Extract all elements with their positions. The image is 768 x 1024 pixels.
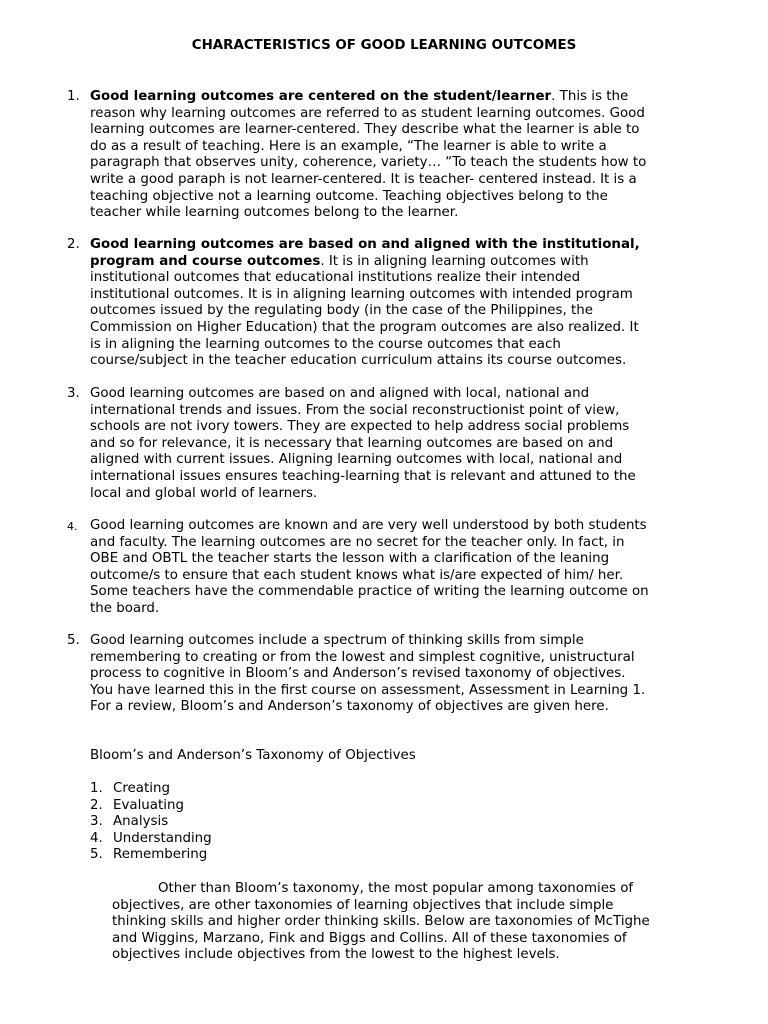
item-text-line: teacher while learning outcomes belong to the learner. bbox=[90, 205, 459, 221]
item-text-line: international issues ensures teaching-learning that is relevant and attuned to the bbox=[90, 468, 636, 484]
item-text-line: Commission on Higher Education) that the program outcomes are also realized. It bbox=[90, 319, 639, 335]
closing-line: objectives include objectives from the lowest to the highest levels. bbox=[112, 947, 560, 963]
item-text-line: reason why learning outcomes are referred to as student learning outcomes. Good bbox=[90, 105, 645, 121]
item-text-line: outcome/s to ensure that each student knows what is/are expected of him/ her. bbox=[90, 567, 624, 583]
taxonomy-number: 4. bbox=[90, 830, 103, 846]
item-text-line: Good learning outcomes are known and are very well understood by both students bbox=[90, 518, 647, 533]
item-text-line: Good learning outcomes include a spectrum of thinking skills from simple bbox=[90, 633, 584, 648]
item-bold-lead: Good learning outcomes are based on and aligned with the institutional, bbox=[90, 237, 640, 252]
taxonomy-item bbox=[90, 798, 212, 815]
taxonomy-item bbox=[90, 781, 212, 798]
taxonomy-number: 2. bbox=[90, 797, 103, 813]
list-item-2 bbox=[0, 237, 768, 370]
item-text-line: international trends and issues. From the social reconstructionist point of view, bbox=[90, 402, 620, 418]
taxonomy-label: Analysis bbox=[113, 814, 169, 830]
item-text-line: schools are not ivory towers. They are expected to help address social problems bbox=[90, 419, 630, 435]
taxonomy-number: 5. bbox=[90, 847, 103, 863]
closing-line: objectives, are other taxonomies of learning objectives that include simple bbox=[112, 897, 614, 913]
item-text-line: . It is in aligning learning outcomes with bbox=[320, 253, 589, 269]
list-number: 1. bbox=[67, 89, 80, 104]
document-title: CHARACTERISTICS OF GOOD LEARNING OUTCOMES bbox=[191, 38, 577, 53]
item-text-line: paragraph that observes unity, coherence, variety… “To teach the students how to bbox=[90, 155, 647, 171]
item-text-line: institutional outcomes. It is in aligning learning outcomes with intended program bbox=[90, 286, 633, 302]
item-text-line: aligned with current issues. Aligning learning outcomes with local, national and bbox=[90, 452, 623, 468]
list-number: 4. bbox=[67, 520, 78, 533]
list-item-4 bbox=[0, 518, 768, 618]
item-text-line: write a good paraph is not learner-centered. It is teacher- centered instead. It is a bbox=[90, 171, 637, 187]
item-bold-lead: program and course outcomes bbox=[90, 253, 321, 269]
item-text-line: remembering to creating or from the lowest and simplest cognitive, unistructural bbox=[90, 649, 635, 665]
taxonomy-item bbox=[90, 814, 212, 831]
item-text-line: the board. bbox=[90, 600, 160, 616]
closing-line: Other than Bloom’s taxonomy, the most popular among taxonomies of bbox=[158, 881, 634, 896]
item-bold-lead: Good learning outcomes are centered on the student/learner bbox=[90, 89, 552, 104]
taxonomy-label: Remembering bbox=[113, 847, 208, 863]
list-item-5 bbox=[0, 633, 768, 716]
taxonomy-number: 1. bbox=[90, 781, 103, 796]
taxonomy-item bbox=[90, 847, 212, 864]
item-text-line: OBE and OBTL the teacher starts the lesson with a clarification of the leaning bbox=[90, 551, 610, 567]
item-text-line: outcomes issued by the regulating body (in the case of the Philippines, the bbox=[90, 303, 594, 319]
taxonomy-item bbox=[90, 831, 212, 848]
closing-paragraph bbox=[112, 881, 732, 964]
item-text-line: process to cognitive in Bloom’s and Anderson’s revised taxonomy of objectives. bbox=[90, 666, 626, 682]
item-text-line: . This is the bbox=[551, 89, 629, 104]
list-item-3 bbox=[0, 386, 768, 502]
closing-line: thinking skills and higher order thinking skills. Below are taxonomies of McTighe bbox=[112, 914, 650, 930]
list-number: 2. bbox=[67, 237, 80, 252]
closing-line: and Wiggins, Marzano, Fink and Biggs and Collins. All of these taxonomies of bbox=[112, 930, 627, 946]
taxonomy-number: 3. bbox=[90, 814, 103, 830]
list-number: 3. bbox=[67, 386, 80, 401]
item-text-line: and faculty. The learning outcomes are no secret for the teacher only. In fact, in bbox=[90, 534, 625, 550]
item-text-line: is in aligning the learning outcomes to the course outcomes that each bbox=[90, 336, 561, 352]
item-text-line: Good learning outcomes are based on and aligned with local, national and bbox=[90, 386, 590, 401]
item-text-line: local and global world of learners. bbox=[90, 485, 318, 501]
taxonomy-label: Creating bbox=[113, 781, 170, 796]
item-text-line: teaching objective not a learning outcome. Teaching objectives belong to the bbox=[90, 188, 608, 204]
item-text-line: do as a result of teaching. Here is an example, “The learner is able to write a bbox=[90, 138, 607, 154]
item-text-line: institutional outcomes that educational institutions realize their intended bbox=[90, 270, 581, 286]
item-text-line: course/subject in the teacher education curriculum attains its course outcomes. bbox=[90, 353, 627, 369]
taxonomy-list bbox=[90, 781, 212, 864]
taxonomy-label: Understanding bbox=[113, 830, 212, 846]
item-text-line: learning outcomes are learner-centered. They describe what the learner is able to bbox=[90, 122, 640, 138]
taxonomy-label: Evaluating bbox=[113, 797, 184, 813]
item-text-line: You have learned this in the first course on assessment, Assessment in Learning 1. bbox=[90, 682, 646, 698]
item-text-line: and so for relevance, it is necessary that learning outcomes are based on and bbox=[90, 435, 614, 451]
list-number: 5. bbox=[67, 633, 80, 648]
item-text-line: For a review, Bloom’s and Anderson’s taxonomy of objectives are given here. bbox=[90, 699, 609, 715]
item-text-line: Some teachers have the commendable practice of writing the learning outcome on bbox=[90, 584, 649, 600]
list-item-1 bbox=[0, 89, 768, 222]
taxonomy-title: Bloom’s and Anderson’s Taxonomy of Objectives bbox=[90, 748, 416, 763]
